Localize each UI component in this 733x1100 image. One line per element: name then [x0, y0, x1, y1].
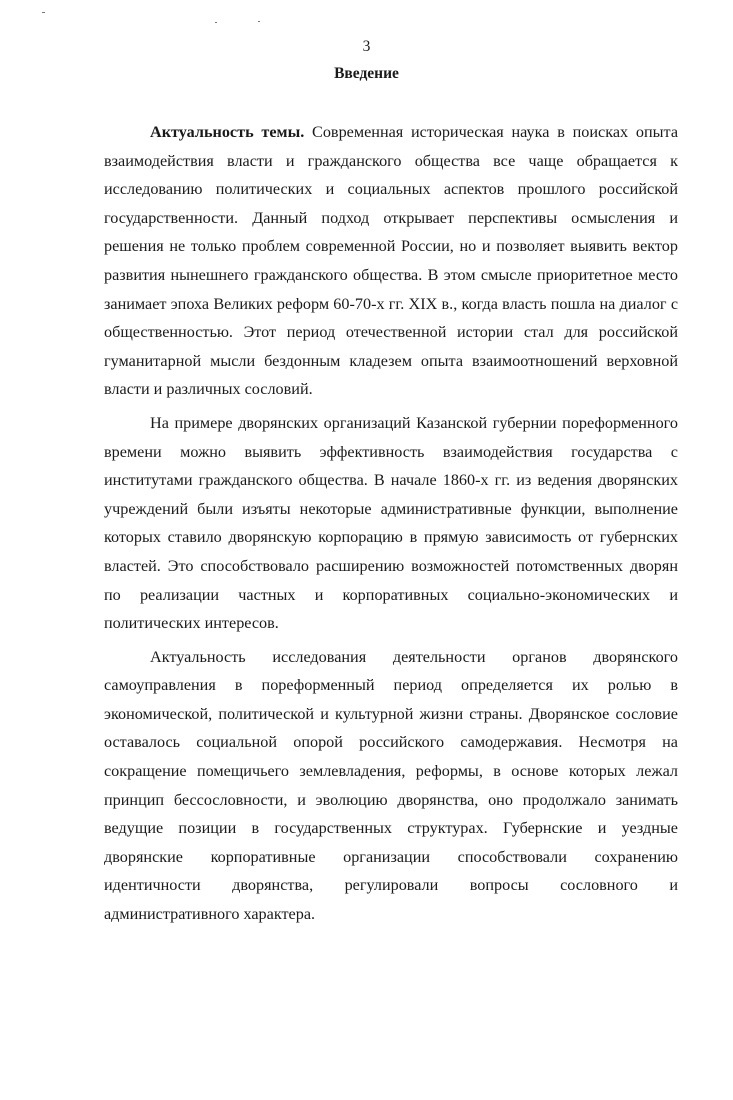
page-number: 3 [362, 38, 371, 55]
scan-speck [215, 22, 217, 23]
paragraph-text: На примере дворянских организаций Казанской губернии пореформенного времени можно выявить эффективность взаимодействия государства с институтами гражданского общества. В начале 1860-х гг. из ведения дворянских учреждений были изъяты некоторые административные функции, выполнение которых ставило дворянскую корпорацию в прямую зависимость от губернских властей. Это способствовало расширению возможностей потомственных дворян по реализации частных и корпоративных социально-экономических и политических интересов. [104, 413, 678, 633]
paragraph-kazan-example [104, 409, 678, 638]
body-text [104, 118, 678, 929]
paragraph-research-relevance [104, 643, 678, 929]
scan-speck [42, 12, 45, 13]
paragraph-lead: Актуальность темы. [150, 123, 305, 141]
section-heading: Введение [334, 65, 399, 82]
scan-speck [258, 21, 260, 22]
paragraph-relevance [104, 118, 678, 404]
paragraph-text: Современная историческая наука в поисках опыта взаимодействия власти и гражданского общества все чаще обращается к исследованию политических и социальных аспектов прошлого российской государственности. Данный подход открывает перспективы осмысления и решения не только проблем современной России, но и позволяет выявить вектор развития нынешнего гражданского общества. В этом смысле приоритетное место занимает эпоха Великих реформ 60-70-х гг. XIX в., когда власть пошла на диалог с общественностью. Этот период отечественной истории стал для российской гуманитарной мысли бездонным кладезем опыта взаимоотношений верховной власти и различных сословий. [104, 123, 679, 399]
paragraph-text: Актуальность исследования деятельности органов дворянского самоуправления в пореформенный период определяется их ролью в экономической, политической и культурной жизни страны. Дворянское сословие оставалось социальной опорой российского самодержавия. Несмотря на сокращение помещичьего землевладения, реформы, в основе которых лежал принцип бессословности, и эволюцию дворянства, оно продолжало занимать ведущие позиции в государственных структурах. Губернские и уездные дворянские корпоративные организации способствовали сохранению идентичности дворянства, регулировали вопросы сословного и административного характера. [104, 647, 678, 924]
